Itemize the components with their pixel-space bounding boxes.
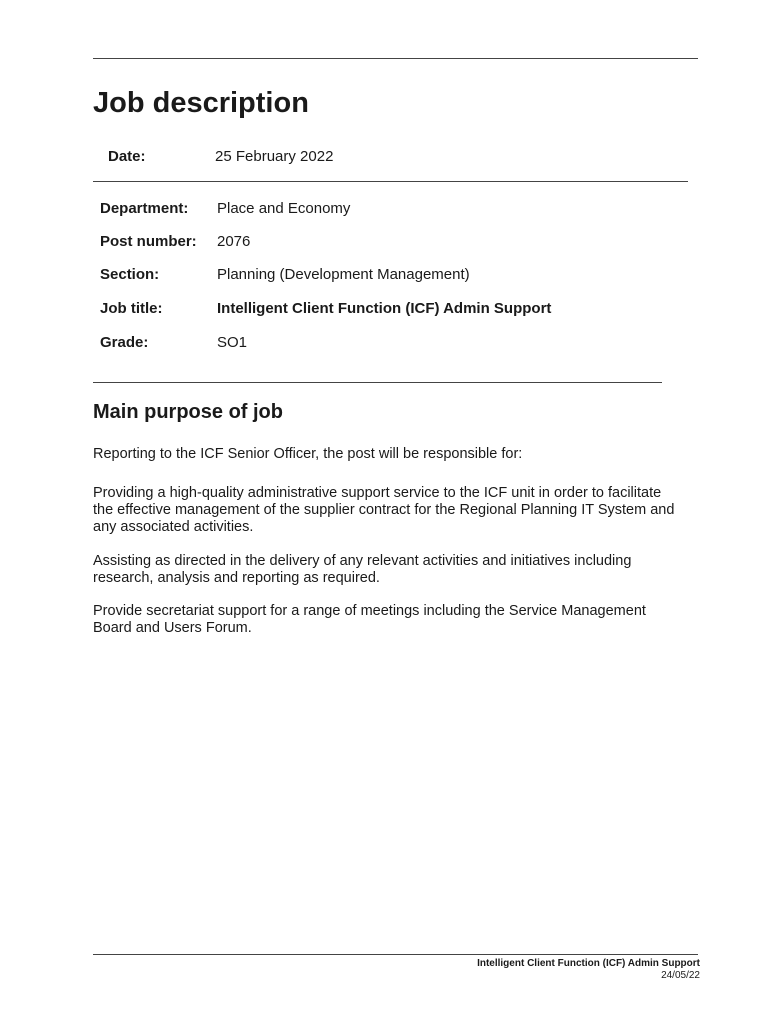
footer-title: Intelligent Client Function (ICF) Admin Support (477, 958, 700, 969)
post-number-label: Post number: (100, 233, 197, 250)
purpose-paragraph-intro: Reporting to the ICF Senior Officer, the post will be responsible for: (93, 446, 523, 462)
top-divider (93, 58, 698, 59)
purpose-paragraph-support: Providing a high-quality administrative support service to the ICF unit in order to facilitate the effective management of the supplier contract for the Regional Planning IT System and any associated activities. (93, 485, 675, 535)
post-number-value: 2076 (217, 233, 251, 250)
job-title-value: Intelligent Client Function (ICF) Admin Support (217, 300, 552, 317)
purpose-paragraph-secretariat: Provide secretariat support for a range of meetings including the Service Management Board and Users Forum. (93, 603, 646, 636)
date-label: Date: (108, 148, 146, 165)
department-value: Place and Economy (217, 200, 351, 217)
purpose-paragraph-assisting: Assisting as directed in the delivery of any relevant activities and initiatives including research, analysis and reporting as required. (93, 553, 632, 586)
section-label: Section: (100, 266, 160, 283)
job-title-label: Job title: (100, 300, 163, 317)
section-value: Planning (Development Management) (217, 266, 470, 283)
page-footer (477, 958, 700, 982)
grade-value: SO1 (217, 334, 248, 351)
footer-date: 24/05/22 (661, 970, 700, 981)
page-title: Job description (93, 87, 309, 119)
date-divider (93, 181, 688, 182)
footer-divider (93, 954, 698, 955)
date-value: 25 February 2022 (215, 148, 334, 165)
main-purpose-heading: Main purpose of job (93, 401, 283, 423)
department-label: Department: (100, 200, 189, 217)
grade-label: Grade: (100, 334, 149, 351)
details-divider (93, 382, 662, 383)
